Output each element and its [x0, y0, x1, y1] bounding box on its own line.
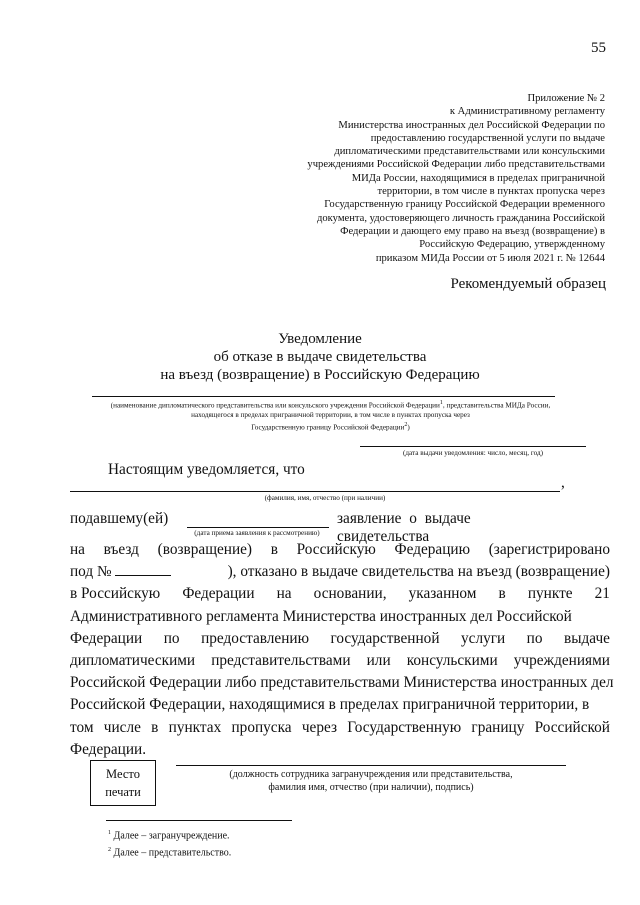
paragraph-row-3: в Российскую Федерации на основании, указанном в пункте 21 — [70, 585, 610, 603]
footnote-2: $^2$ Далее – представительство. — [108, 847, 232, 859]
paragraph-row-6: дипломатическими представительствами или консульскими учреждениями — [70, 652, 610, 670]
page-number: 55 — [591, 40, 606, 56]
fullname-caption: (фамилия, имя, отчество (при наличии) — [264, 494, 386, 502]
appendix-line: к Административному регламенту — [449, 106, 605, 118]
appendix-line: Федерации и дающего ему право на въезд (возвращение) в — [340, 225, 605, 237]
title-line-1: Уведомление — [278, 331, 362, 347]
issue-date-caption: (дата выдачи уведомления: число, месяц, год) — [402, 449, 544, 457]
appendix-header — [275, 92, 605, 265]
applied-prefix: подавшему(ей) — [70, 510, 169, 527]
appendix-line: дипломатическими представительствами или консульскими — [334, 146, 605, 158]
main-paragraph — [70, 539, 614, 761]
appendix-line: МИДа России, находящимися в пределах приграничной — [351, 172, 605, 184]
paragraph-row-10: Федерации. — [70, 740, 147, 758]
institution-caption: (наименование дипломатического представительства или консульского учреждения Российской Федерации$^1$, представительства МИДа России, находящегося в пределах приграничной территории, в том числе в пунктах пропуска через Государственную границу Российской Федерации$^2$) — [110, 400, 551, 432]
application-date-caption: (дата приема заявления к рассмотрению) — [194, 529, 320, 537]
registration-number-field[interactable] — [115, 562, 171, 576]
document-title — [0, 330, 640, 384]
paragraph-row-5: Федерации по предоставлению государственной услуги по выдаче — [70, 629, 610, 647]
notify-text: Настоящим уведомляется, что — [108, 461, 305, 478]
paragraph-row-7: Российской Федерации либо представительствами Министерства иностранных дел — [70, 674, 614, 692]
appendix-line: предоставлению государственной услуги по выдаче — [370, 132, 605, 144]
sample-label: Рекомендуемый образец — [450, 276, 606, 292]
paragraph-row-9: том числе в пунктах пропуска через Государственную границу Российской — [70, 718, 610, 736]
paragraph-row-2: под № ), отказано в выдаче свидетельства на въезд (возвращение) — [70, 563, 610, 581]
issue-date-line[interactable] — [360, 446, 586, 447]
signature-caption: (должность сотрудника загранучреждения или представительства, фамилия имя, отчество (при наличии), подпись) — [229, 769, 513, 793]
appendix-line: Приложение № 2 — [527, 93, 605, 104]
footnote-separator — [106, 820, 292, 821]
stamp-place-box — [90, 760, 156, 806]
paragraph-row-4: Административного регламента Министерства иностранных дел Российской — [70, 607, 572, 625]
signature-line[interactable] — [176, 765, 566, 766]
appendix-line: Российскую Федерацию, утвержденному — [419, 239, 605, 251]
paragraph-row-1: на въезд (возвращение) в Российскую Федерацию (зарегистрировано — [70, 541, 610, 558]
appendix-line: Министерства иностранных дел Российской Федерации по — [338, 119, 605, 131]
title-line-2: об отказе в выдаче свидетельства — [213, 349, 427, 365]
stamp-line-2: печати — [105, 785, 141, 799]
fullname-line[interactable] — [70, 491, 560, 492]
footnotes — [108, 826, 231, 861]
applied-suffix: заявление о выдаче свидетельства — [337, 510, 471, 545]
appendix-line: Государственную границу Российской Федерации временного — [324, 199, 605, 211]
fullname-comma: , — [561, 474, 565, 491]
appendix-line: территории, в том числе в пунктах пропуска через — [377, 186, 605, 198]
appendix-line: приказом МИДа России от 5 июля 2021 г. № 12644 — [375, 252, 605, 264]
appendix-line: документа, удостоверяющего личность гражданина Российской — [316, 212, 605, 224]
appendix-line: учреждениями Российской Федерации либо представительствами — [307, 159, 605, 171]
paragraph-row-8: Российской Федерации, находящимися в пределах приграничной территории, в — [70, 696, 590, 714]
stamp-line-1: Место — [106, 767, 140, 781]
institution-line[interactable] — [92, 396, 555, 397]
footnote-1: $^1$ Далее – загранучреждение. — [108, 830, 230, 842]
title-line-3: на въезд (возвращение) в Российскую Федерацию — [160, 367, 480, 383]
